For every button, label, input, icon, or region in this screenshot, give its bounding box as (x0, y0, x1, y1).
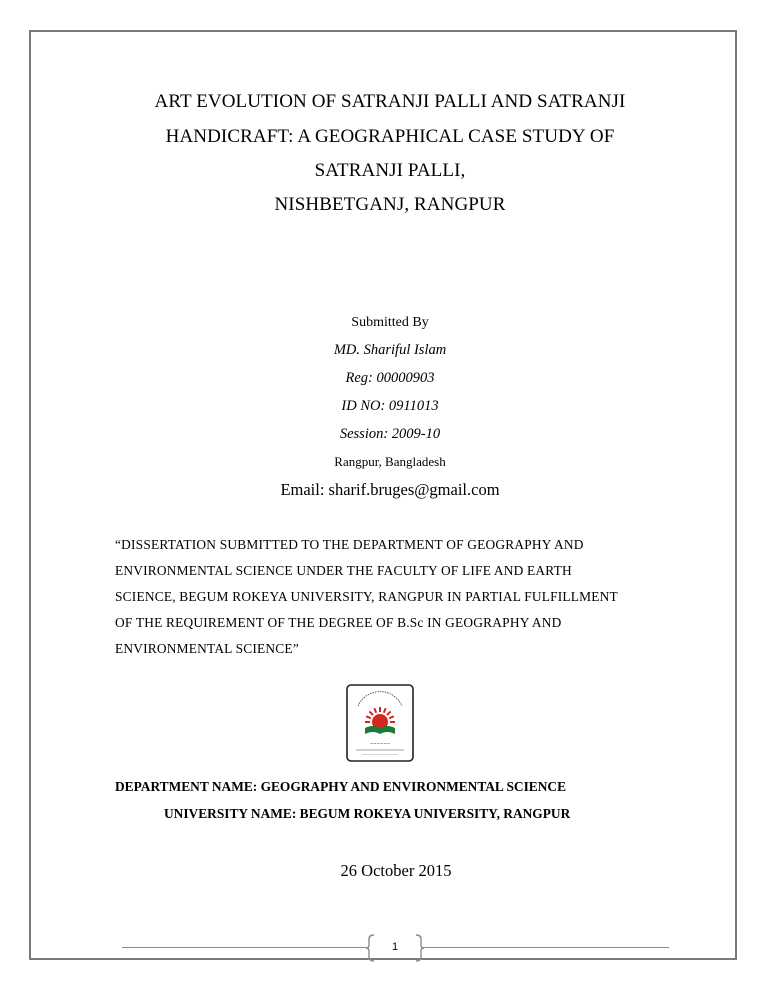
author-name: MD. Shariful Islam (333, 342, 447, 358)
session: Session: 2009-10 (339, 426, 441, 442)
footer-rule-left (122, 947, 369, 948)
title-line-3: SATRANJI PALLI, (314, 160, 466, 181)
location: Rangpur, Bangladesh (334, 454, 446, 469)
department-name: DEPARTMENT NAME: GEOGRAPHY AND ENVIRONMENTAL SCIENCE (115, 779, 566, 794)
dissertation-line: “DISSERTATION SUBMITTED TO THE DEPARTMENT OF GEOGRAPHY AND (115, 537, 584, 552)
university-seal-icon (346, 684, 414, 762)
id-number: ID NO: 0911013 (341, 398, 439, 414)
title-line-1: ART EVOLUTION OF SATRANJI PALLI AND SATRANJI (154, 91, 626, 112)
page-number: 1 (391, 941, 399, 953)
title-line-2: HANDICRAFT: A GEOGRAPHICAL CASE STUDY OF (165, 126, 615, 147)
svg-text:~~~~~~~~~~~~: ~~~~~~~~~~~~ (361, 753, 399, 757)
svg-text:~~~~~~: ~~~~~~ (369, 741, 391, 746)
submitted-by-label: Submitted By (351, 315, 429, 330)
registration-number: Reg: 00000903 (345, 370, 435, 386)
dissertation-line: ENVIRONMENTAL SCIENCE UNDER THE FACULTY OF LIFE AND EARTH (115, 563, 572, 578)
email: Email: sharif.bruges@gmail.com (280, 480, 500, 499)
dissertation-line: OF THE REQUIREMENT OF THE DEGREE OF B.Sc IN GEOGRAPHY AND (115, 615, 562, 630)
dissertation-line: SCIENCE, BEGUM ROKEYA UNIVERSITY, RANGPUR IN PARTIAL FULFILLMENT (115, 589, 618, 604)
dissertation-line: ENVIRONMENTAL SCIENCE” (115, 641, 299, 656)
title-line-4: NISHBETGANJ, RANGPUR (274, 194, 506, 215)
submission-date: 26 October 2015 (340, 861, 452, 880)
footer-rule-right (421, 947, 669, 948)
university-name: UNIVERSITY NAME: BEGUM ROKEYA UNIVERSITY, RANGPUR (164, 806, 571, 821)
dissertation-statement (115, 532, 677, 662)
